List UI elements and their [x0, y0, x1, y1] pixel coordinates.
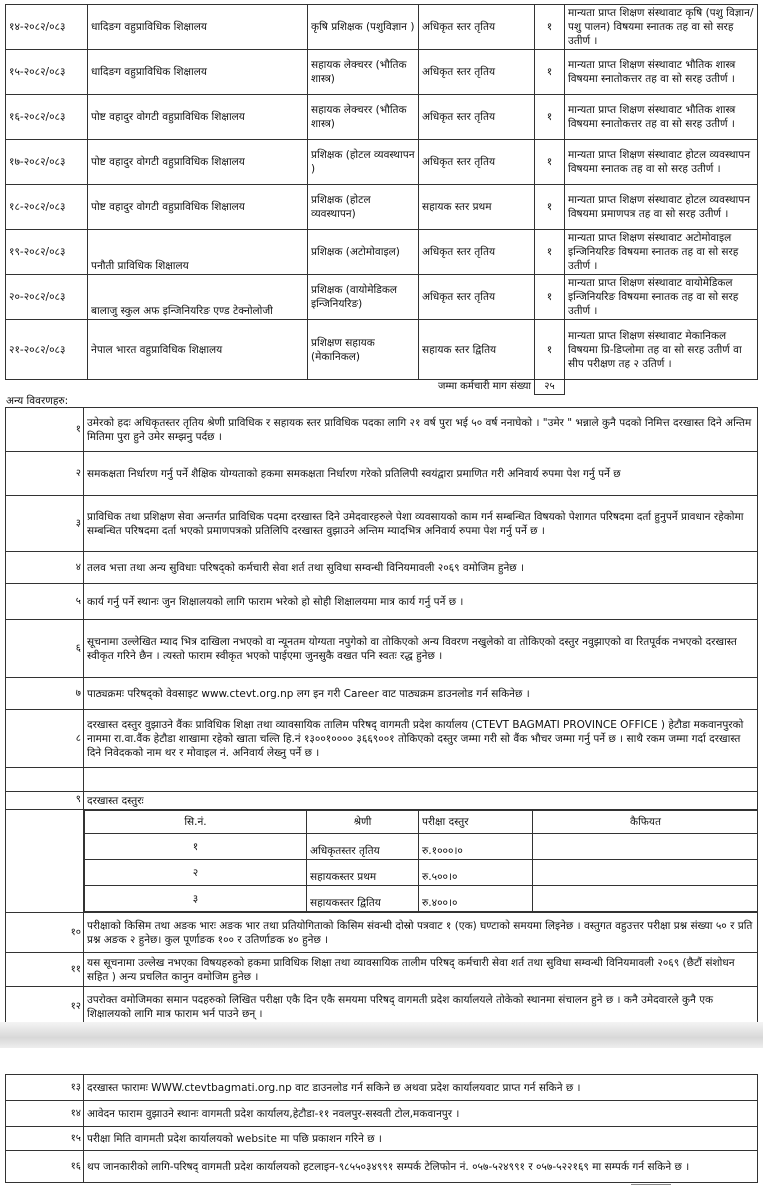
post-code: १४-२०८२/०८३ [6, 5, 88, 50]
detail-row [6, 584, 758, 620]
details-table [5, 407, 758, 1027]
detail-empty [84, 768, 758, 792]
fee-serial: ३ [85, 886, 307, 912]
post-qualification: मान्यता प्राप्त शिक्षण संस्थावाट भौतिक शास्त्र विषयमा स्नातोकत्तर तह वा सो सरह उतीर्ण । [565, 95, 758, 140]
detail-number: १३ [6, 1075, 84, 1101]
post-qualification: मान्यता प्राप्त शिक्षण संस्थावाट कृषि (पशु विज्ञान/ पशु पालन) विषयमा स्नातक तह वा सो सरह उतीर्ण । [565, 5, 758, 50]
post-level: सहायक स्तर प्रथम [419, 185, 535, 230]
post-qualification: मान्यता प्राप्त शिक्षण संस्थावाट अटोमोवाइल इन्जिनियरिङ विषयमा स्नातक तह वा सो सरह उतीर्ण । [565, 230, 758, 275]
post-code: १६-२०८२/०८३ [6, 95, 88, 140]
total-label: जम्मा कर्मचारी माग संख्या [6, 380, 535, 395]
fee-level: अधिकृतस्तर तृतिय [307, 834, 419, 860]
post-level: अधिकृत स्तर तृतिय [419, 275, 535, 320]
post-count: १ [535, 230, 565, 275]
school-name: पोष्ट वहादुर वोगटी वहुप्राविधिक शिक्षालय [88, 185, 308, 230]
detail-number: ९ [6, 792, 84, 810]
detail-row [6, 496, 758, 552]
detail-number: १५ [6, 1127, 84, 1151]
detail-row [6, 913, 758, 953]
detail-number [6, 768, 84, 792]
post-count: १ [535, 320, 565, 380]
detail-text: दरखास्त दस्तुर वुझाउने वैंकः प्राविधिक शिक्षा तथा व्यावसायिक तालिम परिषद् वागमती प्रदेश कार्यालय (CTEVT BAGMATI PROVINCE OFFICE ) हेटौडा मकवानपुरको नाममा रा.वा.वैंक हेटौडा शाखामा रहेको खाता चल्ति हि.नं १३००१०००० ३६६९००१ तोकिएको दस्तुर जम्मा गरी सो वैंक भौचर जम्मा गर्नु पर्ने छ । साथै रकम जम्मा गर्दा दरखास्त दिने निवेदकको नाम थर र मोवाइल नं. अनिवार्य लेख्नु पर्ने छ । [84, 710, 758, 768]
fee-table-row [6, 810, 758, 913]
detail-number: १० [6, 913, 84, 953]
table-row [6, 50, 758, 95]
post-title: प्रशिक्षण सहायक (मेकानिकल) [308, 320, 419, 380]
post-count: १ [535, 95, 565, 140]
detail-row [6, 953, 758, 987]
detail-row [6, 1075, 758, 1101]
detail-text: यस सूचनामा उल्लेख नभएका विषयहरुको हकमा प्राविधिक शिक्षा तथा व्यावसायिक तालीम परिषद् कर्मचारी सेवा शर्त तथा सुविधा सम्वन्धी विनियमावली २०६९ (छैटौं संशोधन सहित ) अन्य प्रचलित कानुन वमोजिम हुनेछ । [84, 953, 758, 987]
table-row [6, 275, 758, 320]
total-empty [565, 380, 758, 395]
table-row [6, 185, 758, 230]
detail-text: प्राविधिक तथा प्रशिक्षण सेवा अन्तर्गत प्राविधिक पदमा दरखास्त दिने उमेदवारहरुले पेशा व्यवसायको काम गर्न सम्बन्धित विषयको पेशागत परिषदमा दर्ता हुनुपर्ने प्रावधान रहेकोमा सम्बन्धित परिषदमा दर्ता भएको प्रमाणपत्रको प्रतिलिपि दरखास्त वुझाउने अन्तिम म्यादभित्र अनिवार्य रुपमा पेश गर्नु पर्ने छ । [84, 496, 758, 552]
detail-row [6, 620, 758, 678]
detail-row [6, 408, 758, 452]
detail-row [6, 552, 758, 584]
detail-text: समकक्षता निर्धारण गर्नु पर्ने शैक्षिक योग्यताको हकमा समकक्षता निर्धारण गरेको प्रतिलिपी स्वयंद्वारा प्रमाणित गरी अनिवार्य रुपमा पेश गर्नु पर्ने छ [84, 452, 758, 496]
fee-amount: रु.४००।० [419, 886, 533, 912]
detail-text: उपरोक्त वमोजिमका समान पदहरुको लिखित परीक्षा एकै दिन एकै समयमा परिषद् वागमती प्रदेश कार्यालयले तोकेको स्थानमा संचालन हुने छ । कनै उमेदवारले कुनै एक शिक्षालयको लागि मात्र फाराम भर्न पाउने छन् । [84, 987, 758, 1027]
total-row [6, 380, 758, 395]
fee-header-row [85, 811, 758, 834]
post-code: २१-२०८२/०८३ [6, 320, 88, 380]
total-value: २५ [535, 380, 565, 395]
post-code: १९-२०८२/०८३ [6, 230, 88, 275]
detail-number: ३ [6, 496, 84, 552]
post-count: १ [535, 5, 565, 50]
post-code: २०-२०८२/०८३ [6, 275, 88, 320]
fee-header-amount: परीक्षा दस्तुर [419, 811, 533, 834]
detail-text: तलव भत्ता तथा अन्य सुविधाः परिषद्को कर्मचारी सेवा शर्त तथा सुविधा सम्वन्धी विनियमावली २०६९ वमोजिम हुनेछ । [84, 552, 758, 584]
detail-number: ७ [6, 678, 84, 710]
fee-serial: २ [85, 860, 307, 886]
post-level: अधिकृत स्तर तृतिय [419, 95, 535, 140]
detail-number: ४ [6, 552, 84, 584]
detail-row [6, 768, 758, 792]
fee-remarks [533, 860, 758, 886]
fee-heading: दरखास्त दस्तुरः [84, 792, 758, 810]
detail-number: ६ [6, 620, 84, 678]
detail-row [6, 710, 758, 768]
detail-text: थप जानकारीको लागि-परिषद् वागमती प्रदेश कार्यालयको हटलाइन-९८५५०३४९९१ सम्पर्क टेलिफोन नं. ०५७-५२४९९१ र ०५७-५२२१६९ मा सम्पर्क गर्न सकिने छ । [84, 1151, 758, 1183]
detail-row [6, 1151, 758, 1183]
fee-level: सहायकस्तर द्वितिय [307, 886, 419, 912]
post-qualification: मान्यता प्राप्त शिक्षण संस्थावाट वायोमेडिकल इन्जिनियरिङ विषयमा स्नातक तह वा सो सरह उतीर्ण । [565, 275, 758, 320]
post-qualification: मान्यता प्राप्त शिक्षण संस्थावाट भौतिक शास्त्र विषयमा स्नातोकत्तर तह वा सो सरह उतीर्ण । [565, 50, 758, 95]
detail-number: २ [6, 452, 84, 496]
post-title: प्रशिक्षक (होटल व्यवस्थापन) [308, 185, 419, 230]
school-name: बालाजु स्कुल अफ इन्जिनियरिङ एण्ड टेक्नोलोजी [88, 275, 308, 320]
fee-serial: १ [85, 834, 307, 860]
post-code: १८-२०८२/०८३ [6, 185, 88, 230]
table-row [6, 230, 758, 275]
detail-text: आवेदन फाराम वुझाउने स्थानः वागमती प्रदेश कार्यालय,हेटौडा-११ नवलपुर-सस्वती टोल,मकवानपुर । [84, 1101, 758, 1127]
fee-remarks [533, 834, 758, 860]
post-title: प्रशिक्षक (वायोमेडिकल इन्जिनियरिङ) [308, 275, 419, 320]
detail-number: १४ [6, 1101, 84, 1127]
detail-row [6, 452, 758, 496]
fee-table [84, 810, 758, 912]
detail-row [6, 1127, 758, 1151]
signature-mark [631, 1184, 671, 1186]
school-name: पोष्ट वहादुर वोगटी वहुप्राविधिक शिक्षालय [88, 95, 308, 140]
school-name: पोष्ट वहादुर वोगटी वहुप्राविधिक शिक्षालय [88, 140, 308, 185]
fee-level: सहायकस्तर प्रथम [307, 860, 419, 886]
post-count: १ [535, 140, 565, 185]
detail-number: १६ [6, 1151, 84, 1183]
fee-amount: रु.१०००।० [419, 834, 533, 860]
post-code: १५-२०८२/०८३ [6, 50, 88, 95]
detail-text: परीक्षा मिति वागमती प्रदेश कार्यालयको website मा पछि प्रकाशन गरिने छ । [84, 1127, 758, 1151]
post-count: १ [535, 50, 565, 95]
table-row [6, 320, 758, 380]
table-row [6, 5, 758, 50]
table-row [6, 95, 758, 140]
school-name: नेपाल भारत वहुप्राविधिक शिक्षालय [88, 320, 308, 380]
post-title: सहायक लेक्चरर (भौतिक शास्त्र) [308, 50, 419, 95]
page-break [0, 1022, 763, 1048]
fee-heading-row [6, 792, 758, 810]
post-count: १ [535, 275, 565, 320]
detail-number: ५ [6, 584, 84, 620]
detail-row [6, 678, 758, 710]
post-level: सहायक स्तर द्वितिय [419, 320, 535, 380]
fee-remarks [533, 886, 758, 912]
post-count: १ [535, 185, 565, 230]
detail-number: ८ [6, 710, 84, 768]
post-title: सहायक लेक्चरर (भौतिक शास्त्र) [308, 95, 419, 140]
detail-text: उमेरको हदः अधिकृतस्तर तृतिय श्रेणी प्राविधिक र सहायक स्तर प्राविधिक पदका लागि २१ वर्ष पुरा भई ५० वर्ष ननाघेको । "उमेर " भन्नाले कुनै पदको निमित्त दरखास्त दिने अन्तिम मितिमा पुरा हुने उमेर सम्झनु पर्दछ । [84, 408, 758, 452]
detail-text: सूचनामा उल्लेखित म्याद भित्र दाखिला नभएको वा न्यूनतम योग्यता नपुगेको वा तोकिएको अन्य विवरण नखुलेको वा तोकिएको दस्तुर नवुझाएको वा रितपूर्वक नभएको दरखास्त स्वीकृत गरिने छैन । त्यस्तो फाराम स्वीकृत भएको पाईएमा जुनसुकै वखत पनि स्वतः रद्ध हुनेछ । [84, 620, 758, 678]
school-name: धादिङग वहुप्राविधिक शिक्षालय [88, 5, 308, 50]
fee-row [85, 860, 758, 886]
post-title: कृषि प्रशिक्षक (पशुविज्ञान ) [308, 5, 419, 50]
detail-text: परीक्षाको किसिम तथा अङक भारः अङक भार तथा प्रतियोगिताको किसिम संवन्धी दोस्रो पत्रवाट १ (एक) घण्टाको समयमा लिइनेछ । वस्तुगत वहुउत्तर परीक्षा प्रश्न संख्या ५० र प्रति प्रश्न अङक २ हुनेछ। कुल पूर्णाङक १०० र उतिर्णाङक ४० हुनेछ । [84, 913, 758, 953]
detail-row [6, 987, 758, 1027]
details-table-continued [5, 1074, 758, 1183]
detail-text: दरखास्त फारामः WWW.ctevtbagmati.org.np वाट डाउनलोड गर्न सकिने छ अथवा प्रदेश कार्यालयवाट प्राप्त गर्न सकिने छ । [84, 1075, 758, 1101]
detail-number: ११ [6, 953, 84, 987]
fee-amount: रु.५००।० [419, 860, 533, 886]
posts-table-body [6, 5, 758, 395]
detail-row [6, 1101, 758, 1127]
post-level: अधिकृत स्तर तृतिय [419, 230, 535, 275]
post-qualification: मान्यता प्राप्त शिक्षण संस्थावाट मेकानिकल विषयमा प्रि-डिप्लोमा तह वा सो सरह उतीर्ण वा सीप परीक्षण तह २ उतिर्ण । [565, 320, 758, 380]
fee-table-cell [84, 810, 758, 913]
post-level: अधिकृत स्तर तृतिय [419, 5, 535, 50]
fee-row [85, 834, 758, 860]
fee-header-level: श्रेणी [307, 811, 419, 834]
post-qualification: मान्यता प्राप्त शिक्षण संस्थावाट होटल व्यवस्थापन विषयमा स्नातक तह वा सो सरह उतीर्ण । [565, 140, 758, 185]
table-row [6, 140, 758, 185]
school-name: पनौती प्राविधिक शिक्षालय [88, 230, 308, 275]
fee-spacer [6, 810, 84, 913]
fee-header-remarks: कैफियत [533, 811, 758, 834]
post-qualification: मान्यता प्राप्त शिक्षण संस्थावाट होटल व्यवस्थापन विषयमा प्रमाणपत्र तह वा सो सरह उतीर्ण । [565, 185, 758, 230]
post-code: १७-२०८२/०८३ [6, 140, 88, 185]
posts-table [5, 4, 758, 395]
fee-header-serial: सि.नं. [85, 811, 307, 834]
fee-row [85, 886, 758, 912]
detail-text: पाठ्यक्रमः परिषद्को वेवसाइट www.ctevt.org.np लग इन गरी Career वाट पाठ्यक्रम डाउनलोड गर्न सकिनेछ । [84, 678, 758, 710]
post-level: अधिकृत स्तर तृतिय [419, 50, 535, 95]
post-title: प्रशिक्षक (होटल व्यवस्थापन ) [308, 140, 419, 185]
other-details-heading: अन्य विवरणहरु: [6, 395, 69, 407]
post-level: अधिकृत स्तर तृतिय [419, 140, 535, 185]
post-title: प्रशिक्षक (अटोमोवाइल) [308, 230, 419, 275]
school-name: धादिङग वहुप्राविधिक शिक्षालय [88, 50, 308, 95]
detail-number: १ [6, 408, 84, 452]
detail-number: १२ [6, 987, 84, 1027]
detail-text: कार्य गर्नु पर्ने स्थानः जुन शिक्षालयको लागि फाराम भरेको हो सोही शिक्षालयमा मात्र कार्य गर्नु पर्ने छ । [84, 584, 758, 620]
